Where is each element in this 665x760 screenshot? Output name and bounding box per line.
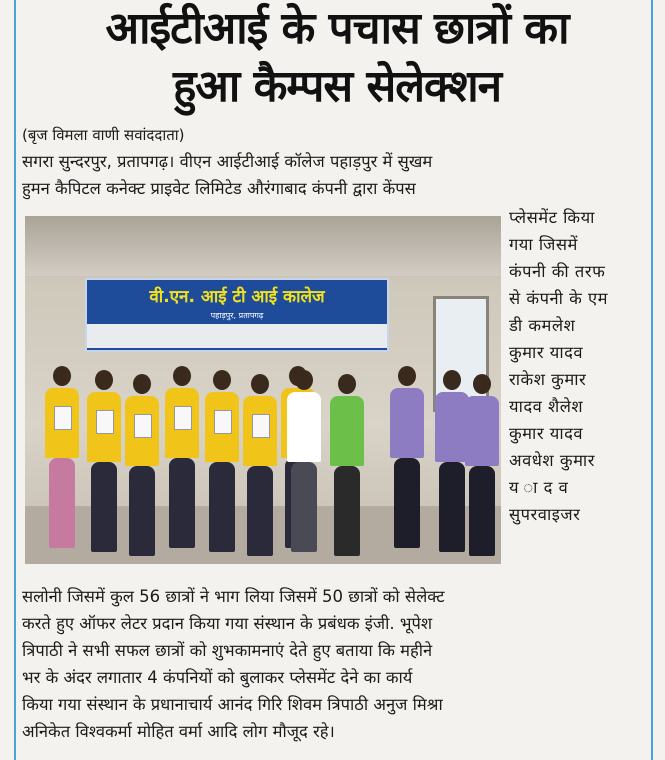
text-line: गया जिसमें xyxy=(509,235,578,254)
photo-person-legs xyxy=(169,458,195,548)
offer-letter-paper xyxy=(252,414,270,438)
photo-person xyxy=(435,392,469,462)
banner-subtitle: पहाड़पुर, प्रतापगढ़ xyxy=(210,311,264,320)
text-line: अवधेश कुमार xyxy=(509,451,595,470)
offer-letter-paper xyxy=(134,414,152,438)
text-line: कुमार यादव xyxy=(509,424,584,443)
offer-letter-paper xyxy=(174,406,192,430)
photo-person-legs xyxy=(439,462,465,552)
text-line: सलोनी जिसमें कुल 56 छात्रों ने भाग लिया जिसमें 50 छात्रों को सेलेक्ट xyxy=(22,587,445,606)
news-photo xyxy=(25,216,501,564)
photo-person-legs xyxy=(247,466,273,556)
text-line: राकेश कुमार xyxy=(509,370,587,389)
photo-person-head xyxy=(213,370,231,390)
headline-line-1: आईटीआई के पचास छात्रों का xyxy=(105,3,569,54)
photo-person-legs xyxy=(129,466,155,556)
article-paragraph-bottom xyxy=(22,583,654,745)
photo-person-head xyxy=(173,366,191,386)
text-line: सुपरवाइजर xyxy=(509,505,581,524)
photo-person-head xyxy=(473,374,491,394)
text-line: कंपनी की तरफ xyxy=(509,262,606,281)
photo-ceiling xyxy=(25,216,501,276)
byline: (बृज विमला वाणी सवांददाता) xyxy=(22,126,185,144)
photo-person-legs xyxy=(334,466,360,556)
photo-person-head xyxy=(133,374,151,394)
text-line: त्रिपाठी ने सभी सफल छात्रों को शुभकामनाएं देते हुए बताया कि महीने xyxy=(22,641,433,660)
text-line: य ा द व xyxy=(509,478,569,497)
text-line: सगरा सुन्दरपुर, प्रतापगढ़। वीएन आईटीआई कॉलेज पहाड़पुर में सुखम xyxy=(22,152,433,171)
text-line: भर के अंदर लगातार 4 कंपनियों को बुलाकर प्लेसमेंट देने का कार्य xyxy=(22,668,413,687)
offer-letter-paper xyxy=(214,410,232,434)
photo-person-legs xyxy=(91,462,117,552)
text-line: यादव शैलेश xyxy=(509,397,584,416)
text-line: डी कमलेश xyxy=(509,316,576,335)
photo-person-head xyxy=(95,370,113,390)
photo-person-head xyxy=(295,370,313,390)
headline-line-2: हुआ कैम्पस सेलेक्शन xyxy=(172,61,502,112)
text-line: से कंपनी के एम xyxy=(509,289,609,308)
text-line: किया गया संस्थान के प्रधानाचार्य आनंद गिरि शिवम त्रिपाठी अनुज मिश्रा xyxy=(22,695,443,714)
photo-person-legs xyxy=(469,466,495,556)
photo-person-head xyxy=(398,366,416,386)
photo-person xyxy=(465,396,499,466)
offer-letter-paper xyxy=(96,410,114,434)
text-line: करते हुए ऑफर लेटर प्रदान किया गया संस्थान के प्रबंधक इंजी. भूपेश xyxy=(22,614,433,633)
article-paragraph-side xyxy=(509,204,655,528)
banner-title: वी.एन. आई टी आई कालेज xyxy=(149,287,325,307)
photo-person-head xyxy=(53,366,71,386)
photo-person xyxy=(287,392,321,462)
photo-person xyxy=(330,396,364,466)
text-line: कुमार यादव xyxy=(509,343,584,362)
column-border-left xyxy=(14,0,16,760)
photo-person-legs xyxy=(394,458,420,548)
photo-person-head xyxy=(338,374,356,394)
photo-person xyxy=(390,388,424,458)
article-paragraph-top xyxy=(22,148,654,202)
photo-person-legs xyxy=(209,462,235,552)
banner-strip xyxy=(87,324,387,348)
photo-person-legs xyxy=(49,458,75,548)
offer-letter-paper xyxy=(54,406,72,430)
text-line: हुमन कैपिटल कनेक्ट प्राइवेट लिमिटेड औरंगाबाद कंपनी द्वारा केंपस xyxy=(22,179,416,198)
photo-person-head xyxy=(251,374,269,394)
photo-person-legs xyxy=(291,462,317,552)
text-line: प्लेसमेंट किया xyxy=(509,208,595,227)
text-line: अनिकेत विश्वकर्मा मोहित वर्मा आदि लोग मौजूद रहे। xyxy=(22,722,335,741)
photo-banner xyxy=(85,278,389,352)
photo-person-head xyxy=(443,370,461,390)
